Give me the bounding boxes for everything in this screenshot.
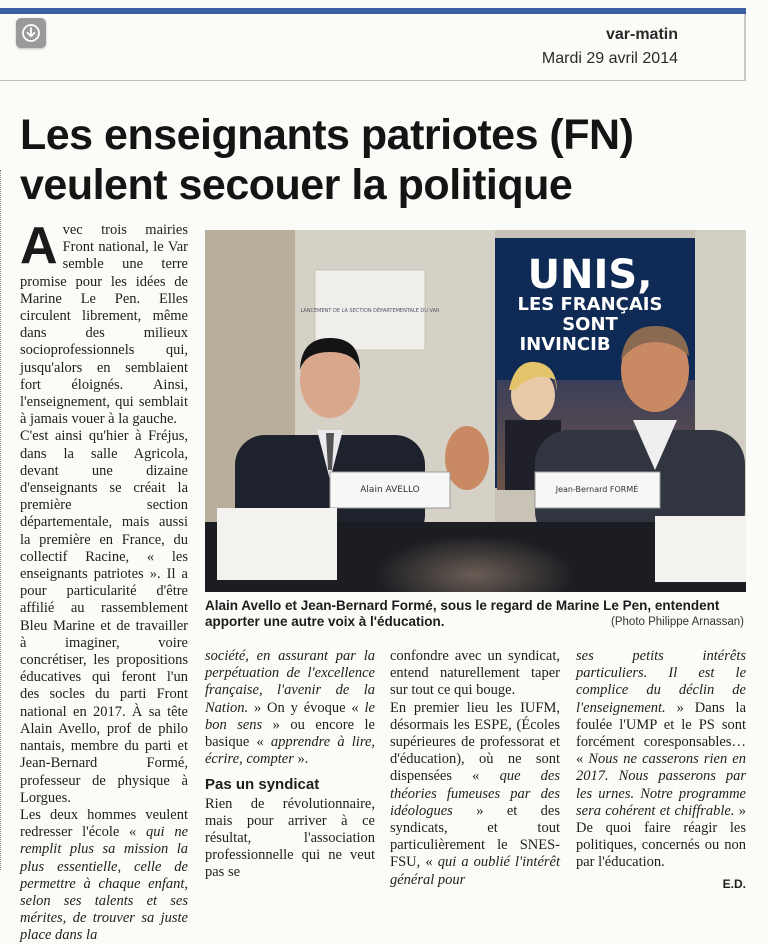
download-button[interactable] <box>16 18 46 48</box>
article-headline: Les enseignants patriotes (FN) veulent secouer la politique <box>20 111 634 209</box>
quote-text: que des théories fumeuses par des idéologues <box>390 768 560 819</box>
banner-line-3: SONT <box>562 314 618 335</box>
author-signature: E.D. <box>722 876 746 891</box>
download-arrow-icon <box>21 23 41 43</box>
paragraph <box>576 648 746 872</box>
article-column-3 <box>390 648 560 889</box>
page-cut-edge <box>0 170 4 870</box>
publication-date: Mardi 29 avril 2014 <box>541 50 678 67</box>
paragraph-text: Les deux hommes veulent redresser l'école « <box>20 806 188 841</box>
paragraph-text: » On y évoque « <box>248 699 365 716</box>
paragraph-text: ». <box>293 751 309 768</box>
photo-credit: (Photo Philippe Arnassan) <box>611 616 744 628</box>
table-poster-left <box>217 508 337 580</box>
quote-text: apprendre à lire, écrire, compter <box>205 734 375 768</box>
header-divider-vertical <box>744 14 746 80</box>
drop-cap: A <box>20 217 58 275</box>
banner-line-2: LES FRANÇAIS <box>517 294 663 315</box>
article-photo <box>205 230 746 592</box>
paragraph: C'est ainsi qu'hier à Fréjus, dans la salle Agricola, devant une dizaine d'enseignants se créait la première section départementale, mais aussi la première en France, du collectif Racine, « les enseignants patriotes ». Il a pour particularité d'être affilié au rassemblement Bleu Marine et de travailler à imaginer, voire concrétiser, les propositions éducatives qui feront l'un des socles du parti Front national en 2017. À sa tête Alain Avello, prof de philo nantais, membre du parti et Jean-Bernard Formé, professeur de physique à Lorgues. <box>20 428 188 806</box>
paragraph <box>20 217 188 428</box>
quote-text: Nous ne casserons rien en 2017. Nous passerons par les urnes. Notre programme sera cohérent et chiffrable. <box>576 751 746 819</box>
nameplate-left-text: Alain AVELLO <box>360 485 420 495</box>
paragraph: confondre avec un syndicat, entend naturellement taper sur tout ce qui bouge. <box>390 648 560 699</box>
paragraph-text: » ou encore le basique « <box>205 716 375 751</box>
quote-text: qui a oublié l'intérêt général pour <box>390 854 560 888</box>
quote-text: société, en assurant par la perpétuation de l'excellence française, l'avenir de la Nation. <box>205 648 375 716</box>
section-subhead: Pas un syndicat <box>205 776 320 794</box>
article-column-4 <box>576 648 746 893</box>
paragraph <box>20 807 188 945</box>
paragraph <box>205 648 375 768</box>
photo-caption: Alain Avello et Jean-Bernard Formé, sous le regard de Marine Le Pen, entendent apporter une autre voix à l'éducation. <box>205 598 720 629</box>
banner-line-1: UNIS, <box>527 252 653 298</box>
paragraph: Rien de révolutionnaire, mais pour arriver à ce résultat, l'association professionnelle qui ne veut pas se <box>205 795 375 881</box>
quote-text: qui ne remplit plus sa mission la plus essentielle, celle de permettre à chaque enfant, selon ses talents et ses mérites, de trouver sa juste place dans la <box>20 824 189 944</box>
banner-line-4: INVINCIB <box>519 334 611 355</box>
quote-text: ses petits intérêts particuliers. Il est le complice du déclin de l'enseignement. <box>576 648 746 716</box>
publication-name: var-matin <box>605 26 678 43</box>
paragraph-text: vec trois mairies Front national, le Var semble une terre promise pour les idées de Marine Le Pen. Elles circulent librement, même dans des milieux socioprofessionnels qui, jusqu'alors en semblaient fort éloignés. Ainsi, l'enseignement, qui semblait à jamais vouer à la gauche. <box>20 222 188 428</box>
poster-text: LANCEMENT DE LA SECTION DÉPARTEMENTALE DU VAR <box>300 308 440 314</box>
paragraph-text: En premier lieu les IUFM, désormais les ESPE, (Écoles supérieures de professorat et d'éducation), où ne sont dispensées « <box>390 699 560 785</box>
paragraph-text: » Dans la foulée l'UMP et le PS sont forcément coresponsables… « <box>576 699 746 768</box>
paragraph-text: » De quoi faire réagir les politiques, concernés ou non par l'éducation. <box>576 802 746 871</box>
article-column-2 <box>205 648 375 882</box>
article-column-1 <box>20 217 189 945</box>
paragraph-text: » et des syndicats, et tout particulièrement le SNES-FSU, « <box>390 802 560 871</box>
paragraph <box>390 700 560 889</box>
table-poster-right <box>655 516 746 582</box>
top-accent-bar <box>0 8 746 14</box>
photo-illustration <box>205 230 746 592</box>
quote-text: le bon sens <box>205 699 375 733</box>
nameplate-right-text: Jean-Bernard FORMÉ <box>555 485 639 494</box>
header-divider <box>0 80 746 81</box>
